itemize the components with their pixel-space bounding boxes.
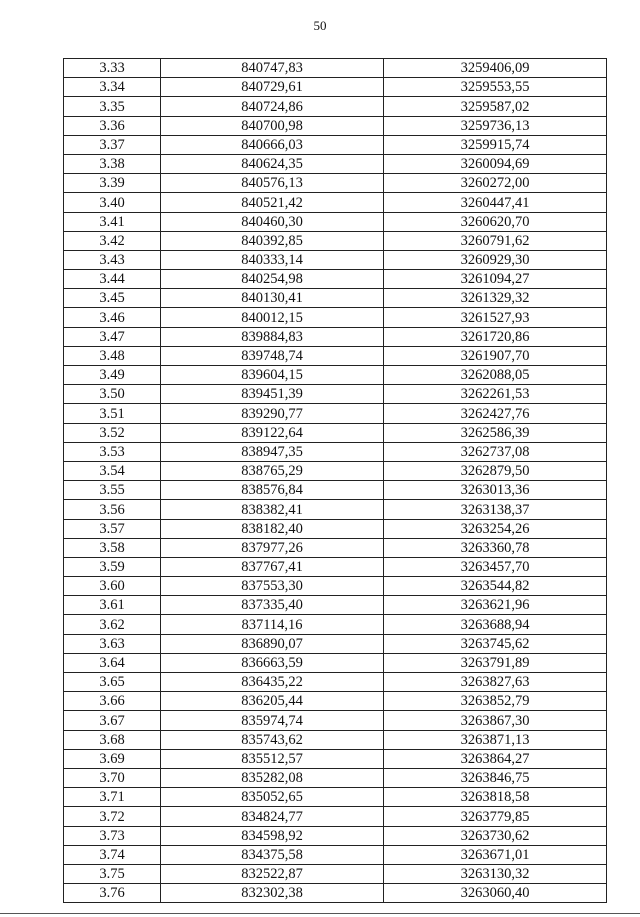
point-number-cell: 3.63 bbox=[64, 634, 161, 653]
x-coordinate-cell: 835052,65 bbox=[161, 788, 384, 807]
y-coordinate-cell: 3263852,79 bbox=[384, 692, 607, 711]
point-number-cell: 3.42 bbox=[64, 231, 161, 250]
x-coordinate-cell: 838765,29 bbox=[161, 461, 384, 480]
table-row bbox=[64, 250, 607, 269]
point-number-cell: 3.47 bbox=[64, 327, 161, 346]
x-coordinate-cell: 837553,30 bbox=[161, 577, 384, 596]
x-coordinate-cell: 837767,41 bbox=[161, 557, 384, 576]
point-number-cell: 3.33 bbox=[64, 59, 161, 78]
point-number-cell: 3.76 bbox=[64, 884, 161, 903]
y-coordinate-cell: 3259587,02 bbox=[384, 97, 607, 116]
table-row bbox=[64, 404, 607, 423]
point-number-cell: 3.38 bbox=[64, 154, 161, 173]
x-coordinate-cell: 840576,13 bbox=[161, 174, 384, 193]
point-number-cell: 3.72 bbox=[64, 807, 161, 826]
y-coordinate-cell: 3260620,70 bbox=[384, 212, 607, 231]
point-number-cell: 3.59 bbox=[64, 557, 161, 576]
y-coordinate-cell: 3262261,53 bbox=[384, 385, 607, 404]
x-coordinate-cell: 840012,15 bbox=[161, 308, 384, 327]
x-coordinate-cell: 839748,74 bbox=[161, 346, 384, 365]
coordinates-table bbox=[63, 58, 607, 903]
y-coordinate-cell: 3263457,70 bbox=[384, 557, 607, 576]
table-row bbox=[64, 538, 607, 557]
table-row bbox=[64, 864, 607, 883]
table-row bbox=[64, 692, 607, 711]
table-row bbox=[64, 653, 607, 672]
point-number-cell: 3.54 bbox=[64, 461, 161, 480]
y-coordinate-cell: 3263130,32 bbox=[384, 864, 607, 883]
point-number-cell: 3.40 bbox=[64, 193, 161, 212]
y-coordinate-cell: 3263846,75 bbox=[384, 768, 607, 787]
point-number-cell: 3.48 bbox=[64, 346, 161, 365]
table-row bbox=[64, 231, 607, 250]
point-number-cell: 3.37 bbox=[64, 135, 161, 154]
y-coordinate-cell: 3263360,78 bbox=[384, 538, 607, 557]
y-coordinate-cell: 3263254,26 bbox=[384, 519, 607, 538]
x-coordinate-cell: 836890,07 bbox=[161, 634, 384, 653]
table-row bbox=[64, 193, 607, 212]
point-number-cell: 3.46 bbox=[64, 308, 161, 327]
y-coordinate-cell: 3263688,94 bbox=[384, 615, 607, 634]
y-coordinate-cell: 3263871,13 bbox=[384, 730, 607, 749]
table-row bbox=[64, 596, 607, 615]
point-number-cell: 3.75 bbox=[64, 864, 161, 883]
y-coordinate-cell: 3261094,27 bbox=[384, 270, 607, 289]
x-coordinate-cell: 838576,84 bbox=[161, 481, 384, 500]
x-coordinate-cell: 834598,92 bbox=[161, 826, 384, 845]
coordinates-table-body bbox=[64, 59, 607, 903]
table-row bbox=[64, 78, 607, 97]
table-row bbox=[64, 385, 607, 404]
table-row bbox=[64, 423, 607, 442]
table-row bbox=[64, 730, 607, 749]
point-number-cell: 3.39 bbox=[64, 174, 161, 193]
x-coordinate-cell: 840254,98 bbox=[161, 270, 384, 289]
x-coordinate-cell: 839122,64 bbox=[161, 423, 384, 442]
y-coordinate-cell: 3261329,32 bbox=[384, 289, 607, 308]
point-number-cell: 3.45 bbox=[64, 289, 161, 308]
table-row bbox=[64, 557, 607, 576]
table-row bbox=[64, 615, 607, 634]
point-number-cell: 3.36 bbox=[64, 116, 161, 135]
point-number-cell: 3.73 bbox=[64, 826, 161, 845]
x-coordinate-cell: 838947,35 bbox=[161, 442, 384, 461]
point-number-cell: 3.51 bbox=[64, 404, 161, 423]
point-number-cell: 3.52 bbox=[64, 423, 161, 442]
y-coordinate-cell: 3263791,89 bbox=[384, 653, 607, 672]
point-number-cell: 3.44 bbox=[64, 270, 161, 289]
y-coordinate-cell: 3263138,37 bbox=[384, 500, 607, 519]
y-coordinate-cell: 3263818,58 bbox=[384, 788, 607, 807]
y-coordinate-cell: 3262737,08 bbox=[384, 442, 607, 461]
y-coordinate-cell: 3262088,05 bbox=[384, 366, 607, 385]
point-number-cell: 3.43 bbox=[64, 250, 161, 269]
y-coordinate-cell: 3259406,09 bbox=[384, 59, 607, 78]
x-coordinate-cell: 837114,16 bbox=[161, 615, 384, 634]
page-number: 50 bbox=[313, 18, 327, 33]
table-row bbox=[64, 634, 607, 653]
y-coordinate-cell: 3263671,01 bbox=[384, 845, 607, 864]
x-coordinate-cell: 840460,30 bbox=[161, 212, 384, 231]
table-row bbox=[64, 212, 607, 231]
point-number-cell: 3.56 bbox=[64, 500, 161, 519]
x-coordinate-cell: 840700,98 bbox=[161, 116, 384, 135]
table-row bbox=[64, 366, 607, 385]
x-coordinate-cell: 839451,39 bbox=[161, 385, 384, 404]
table-row bbox=[64, 519, 607, 538]
point-number-cell: 3.53 bbox=[64, 442, 161, 461]
table-row bbox=[64, 308, 607, 327]
table-row bbox=[64, 327, 607, 346]
table-row bbox=[64, 461, 607, 480]
x-coordinate-cell: 840130,41 bbox=[161, 289, 384, 308]
x-coordinate-cell: 837335,40 bbox=[161, 596, 384, 615]
x-coordinate-cell: 835974,74 bbox=[161, 711, 384, 730]
x-coordinate-cell: 835282,08 bbox=[161, 768, 384, 787]
y-coordinate-cell: 3263827,63 bbox=[384, 673, 607, 692]
table-row bbox=[64, 481, 607, 500]
x-coordinate-cell: 832522,87 bbox=[161, 864, 384, 883]
y-coordinate-cell: 3263060,40 bbox=[384, 884, 607, 903]
table-row bbox=[64, 884, 607, 903]
point-number-cell: 3.71 bbox=[64, 788, 161, 807]
point-number-cell: 3.70 bbox=[64, 768, 161, 787]
x-coordinate-cell: 836435,22 bbox=[161, 673, 384, 692]
table-row bbox=[64, 289, 607, 308]
x-coordinate-cell: 838182,40 bbox=[161, 519, 384, 538]
point-number-cell: 3.62 bbox=[64, 615, 161, 634]
y-coordinate-cell: 3260094,69 bbox=[384, 154, 607, 173]
y-coordinate-cell: 3259553,55 bbox=[384, 78, 607, 97]
x-coordinate-cell: 835743,62 bbox=[161, 730, 384, 749]
x-coordinate-cell: 835512,57 bbox=[161, 749, 384, 768]
table-row bbox=[64, 807, 607, 826]
table-row bbox=[64, 154, 607, 173]
y-coordinate-cell: 3261907,70 bbox=[384, 346, 607, 365]
x-coordinate-cell: 834375,58 bbox=[161, 845, 384, 864]
y-coordinate-cell: 3263621,96 bbox=[384, 596, 607, 615]
x-coordinate-cell: 839884,83 bbox=[161, 327, 384, 346]
point-number-cell: 3.74 bbox=[64, 845, 161, 864]
y-coordinate-cell: 3263544,82 bbox=[384, 577, 607, 596]
x-coordinate-cell: 840724,86 bbox=[161, 97, 384, 116]
y-coordinate-cell: 3260272,00 bbox=[384, 174, 607, 193]
point-number-cell: 3.69 bbox=[64, 749, 161, 768]
x-coordinate-cell: 840666,03 bbox=[161, 135, 384, 154]
table-row bbox=[64, 845, 607, 864]
point-number-cell: 3.34 bbox=[64, 78, 161, 97]
y-coordinate-cell: 3259736,13 bbox=[384, 116, 607, 135]
y-coordinate-cell: 3263013,36 bbox=[384, 481, 607, 500]
x-coordinate-cell: 839604,15 bbox=[161, 366, 384, 385]
x-coordinate-cell: 840747,83 bbox=[161, 59, 384, 78]
x-coordinate-cell: 837977,26 bbox=[161, 538, 384, 557]
point-number-cell: 3.55 bbox=[64, 481, 161, 500]
point-number-cell: 3.41 bbox=[64, 212, 161, 231]
x-coordinate-cell: 836663,59 bbox=[161, 653, 384, 672]
x-coordinate-cell: 838382,41 bbox=[161, 500, 384, 519]
y-coordinate-cell: 3260929,30 bbox=[384, 250, 607, 269]
y-coordinate-cell: 3263864,27 bbox=[384, 749, 607, 768]
x-coordinate-cell: 840729,61 bbox=[161, 78, 384, 97]
y-coordinate-cell: 3263867,30 bbox=[384, 711, 607, 730]
table-row bbox=[64, 673, 607, 692]
y-coordinate-cell: 3262879,50 bbox=[384, 461, 607, 480]
point-number-cell: 3.50 bbox=[64, 385, 161, 404]
y-coordinate-cell: 3263745,62 bbox=[384, 634, 607, 653]
table-row bbox=[64, 577, 607, 596]
point-number-cell: 3.68 bbox=[64, 730, 161, 749]
x-coordinate-cell: 840392,85 bbox=[161, 231, 384, 250]
y-coordinate-cell: 3259915,74 bbox=[384, 135, 607, 154]
table-row bbox=[64, 711, 607, 730]
x-coordinate-cell: 840521,42 bbox=[161, 193, 384, 212]
y-coordinate-cell: 3260791,62 bbox=[384, 231, 607, 250]
table-row bbox=[64, 116, 607, 135]
x-coordinate-cell: 840333,14 bbox=[161, 250, 384, 269]
table-row bbox=[64, 768, 607, 787]
table-row bbox=[64, 442, 607, 461]
table-row bbox=[64, 826, 607, 845]
y-coordinate-cell: 3262427,76 bbox=[384, 404, 607, 423]
point-number-cell: 3.35 bbox=[64, 97, 161, 116]
table-row bbox=[64, 500, 607, 519]
x-coordinate-cell: 839290,77 bbox=[161, 404, 384, 423]
point-number-cell: 3.60 bbox=[64, 577, 161, 596]
x-coordinate-cell: 834824,77 bbox=[161, 807, 384, 826]
point-number-cell: 3.49 bbox=[64, 366, 161, 385]
point-number-cell: 3.58 bbox=[64, 538, 161, 557]
y-coordinate-cell: 3261527,93 bbox=[384, 308, 607, 327]
table-row bbox=[64, 270, 607, 289]
table-row bbox=[64, 749, 607, 768]
point-number-cell: 3.67 bbox=[64, 711, 161, 730]
table-row bbox=[64, 788, 607, 807]
y-coordinate-cell: 3263779,85 bbox=[384, 807, 607, 826]
y-coordinate-cell: 3262586,39 bbox=[384, 423, 607, 442]
table-row bbox=[64, 346, 607, 365]
x-coordinate-cell: 836205,44 bbox=[161, 692, 384, 711]
y-coordinate-cell: 3261720,86 bbox=[384, 327, 607, 346]
page-bottom-edge bbox=[0, 913, 640, 914]
table-row bbox=[64, 59, 607, 78]
point-number-cell: 3.66 bbox=[64, 692, 161, 711]
point-number-cell: 3.61 bbox=[64, 596, 161, 615]
y-coordinate-cell: 3263730,62 bbox=[384, 826, 607, 845]
table-row bbox=[64, 174, 607, 193]
y-coordinate-cell: 3260447,41 bbox=[384, 193, 607, 212]
point-number-cell: 3.57 bbox=[64, 519, 161, 538]
x-coordinate-cell: 840624,35 bbox=[161, 154, 384, 173]
table-row bbox=[64, 97, 607, 116]
point-number-cell: 3.64 bbox=[64, 653, 161, 672]
table-row bbox=[64, 135, 607, 154]
x-coordinate-cell: 832302,38 bbox=[161, 884, 384, 903]
point-number-cell: 3.65 bbox=[64, 673, 161, 692]
